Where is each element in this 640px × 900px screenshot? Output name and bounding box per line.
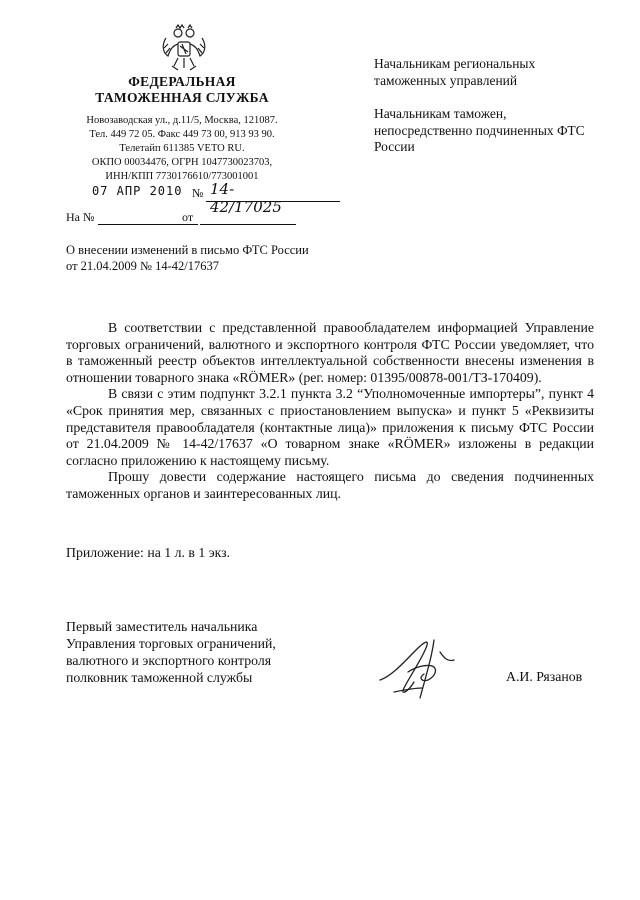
recipients-block (374, 56, 604, 173)
registration-line (66, 180, 286, 216)
signature-icon (374, 632, 466, 704)
coat-of-arms-icon (158, 22, 210, 74)
from-blank (200, 224, 296, 225)
recipient: Начальникам региональных таможенных управлений (374, 56, 536, 88)
signer-position (66, 618, 366, 686)
org-line-1: ФЕДЕРАЛЬНАЯ (128, 74, 236, 89)
date-stamp: 07 АПР 2010 (92, 184, 183, 198)
in-reply-label: На № (66, 210, 95, 224)
signer-name: А.И. Рязанов (506, 669, 583, 684)
signer-line: полковник таможенной службы (66, 670, 253, 685)
reply-reference-line (66, 210, 306, 228)
number-underline (206, 201, 340, 202)
address-line: Новозаводская ул., д.11/5, Москва, 121087. (86, 115, 278, 126)
body-paragraph: В соответствии с представленной правообладателем информацией Управление торговых ограничений, валютного и экспортного контроля ФТС России уведомляет, что в таможенный реестр объектов интеллектуальной собственности внесены изменения в отношении товарного знака «RÖMER» (рег. номер: 01395/00878-001/ТЗ-170409). (66, 320, 594, 385)
signer-line: Первый заместитель начальника (66, 619, 258, 634)
recipient: Начальникам таможен, непосредственно подчиненных ФТС России (374, 106, 585, 154)
letter-body (66, 320, 594, 503)
organization-name (60, 74, 304, 106)
address-line: Тел. 449 72 05. Факс 449 73 00, 913 93 90. (89, 129, 275, 140)
number-sign: № (192, 186, 204, 200)
body-paragraph: В связи с этим подпункт 3.2.1 пункта 3.2 “Уполномоченные импортеры”, пункт 4 «Срок принятия мер, связанных с приостановлением выпуска» и пункт 5 «Реквизиты представителя правообладателя (контактные лица)» приложения к письму ФТС России от 21.04.2009 № 14-42/17637 «О товарном знаке «RÖMER» изложены в редакции согласно приложению к настоящему письму. (66, 386, 594, 468)
address-line: Телетайп 611385 VETO RU. (119, 143, 245, 154)
organization-address (60, 114, 304, 184)
from-label: от (182, 210, 194, 224)
attachment-note: Приложение: на 1 л. в 1 экз. (66, 545, 231, 560)
address-line: ОКПО 00034476, ОГРН 1047730023703, (91, 157, 273, 168)
signer-line: Управления торговых ограничений, (66, 636, 276, 651)
address-line: ИНН/КПП 7730176610/773001001 (105, 171, 259, 182)
signer-line: валютного и экспортного контроля (66, 653, 272, 668)
outgoing-number: 14-42/17025 (210, 180, 282, 216)
letter-subject: О внесении изменений в письмо ФТС России от 21.04.2009 № 14-42/17637 (66, 243, 309, 273)
org-line-2: ТАМОЖЕННАЯ СЛУЖБА (95, 90, 269, 105)
body-paragraph: Прошу довести содержание настоящего письма до сведения подчиненных таможенных органов и заинтересованных лиц. (66, 469, 594, 501)
